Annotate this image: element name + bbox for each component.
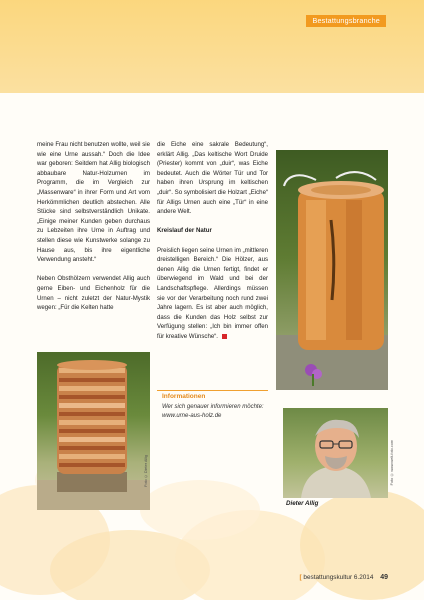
portrait-image [283, 408, 388, 498]
section-tag: Bestattungsbranche [306, 15, 386, 27]
log-urn-image [276, 150, 388, 390]
info-title: Informationen [162, 393, 206, 400]
paragraph: Preislich liegen seine Urnen im „mittleren dreistelligen Bereich.“ Die Hölzer, aus denen Allig die Urnen fertigt, findet er überwiegend im Wald und bei der Landschaftspflege. Allerdings müssen sie vor der Verarbeitung noch rund zwei Jahre lagern. Es ist aber auch möglich, dass die Kunden das Holz selbst zur Verfügung stellen: „Ich bin immer offen für kreative Wünsche“. [157, 246, 268, 340]
photo-striped-urn [37, 352, 150, 510]
footer-bracket: [ [299, 574, 302, 581]
end-mark-icon [222, 334, 227, 339]
page-footer [300, 574, 389, 581]
info-text: Wer sich genauer informieren möchte: www.urne-aus-holz.de [162, 404, 264, 419]
paragraph: meine Frau nicht benutzen wollte, weil sie wie eine Urne aussah.“ Doch die Idee war geboren: Seitdem hat Allig biologisch abbaubare Natur-Holzurnen im Programm, die im Vergleich zur „Massenware“ in ihrer Form und Art vom Herkömmlichen deutlich abstechen. Alle Stücke sind selbstverständlich Unikate. „Einige meiner Kunden geben durchaus zu Lebzeiten ihre Urne in Auftrag und stellen diese wie Kunstwerke solange zu Hause aus, bis ihre eigentliche Verwendung ansteht.“ [37, 141, 150, 264]
info-divider [157, 390, 268, 391]
text-column-2 [157, 140, 268, 341]
header-band [0, 0, 424, 93]
photo-portrait [283, 408, 388, 498]
photo-credit: Foto © Dieter Allig [144, 455, 148, 487]
page-number: 49 [380, 574, 388, 581]
subheading: Kreislauf der Natur [157, 227, 212, 235]
paragraph: Neben Obsthölzern verwendet Allig auch gerne Eiben- und Eichenholz für die Urnen – nicht zuletzt der Natur-Mystik wegen: „Für die Kelten hatte [37, 275, 150, 312]
photo-log-urn [276, 150, 388, 390]
magazine-name: bestattungskultur 6.2014 [303, 574, 374, 581]
photo-credit: Foto © www.welt-foto.com [390, 440, 394, 486]
paragraph: die Eiche eine sakrale Bedeutung“, erklärt Allig. „Das keltische Wort Druide (Priester) kommt von „duir“, was Eiche bedeutet. Auch die Wörter Tür und Tor haben ihren Ursprung im keltischen „duir“. So symbolisiert die Holzart „Eiche“ für Alligs Urnen auch eine „Tür“ in eine andere Welt. [157, 141, 268, 216]
text-column-1 [37, 140, 150, 313]
photo-caption: Dieter Allig [286, 500, 319, 507]
striped-urn-image [37, 352, 150, 510]
